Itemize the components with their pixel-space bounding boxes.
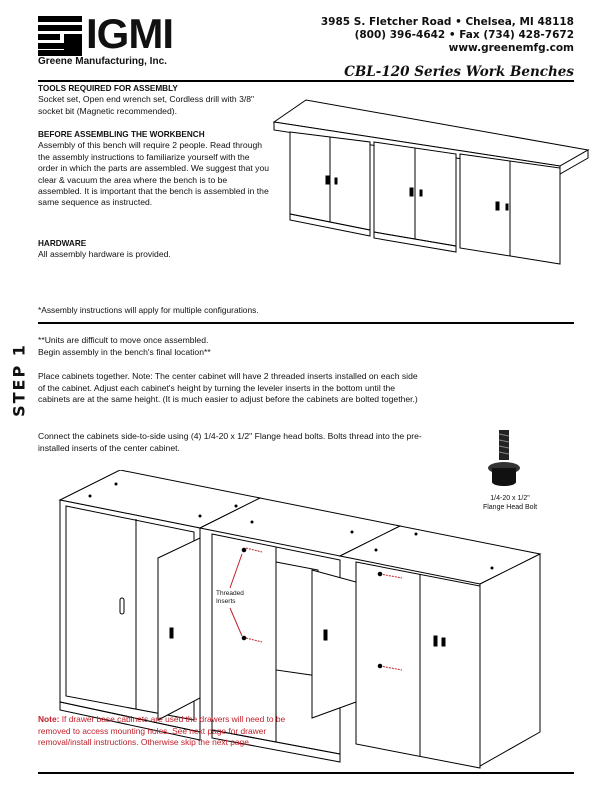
- contact-block: [321, 16, 574, 55]
- move-warning-line-2: Begin assembly in the bench's final location**: [38, 346, 211, 357]
- company-logo: [38, 10, 208, 68]
- workbench-illustration: [270, 96, 590, 266]
- threaded-label-line-1: Threaded: [216, 590, 244, 597]
- move-warning-line-1: **Units are difficult to move once assembled.: [38, 335, 209, 345]
- note-label: Note:: [38, 714, 60, 724]
- bolt-caption-name: Flange Head Bolt: [482, 504, 538, 511]
- tools-body: Socket set, Open end wrench set, Cordless drill with 3/8" socket bit (Magnetic recommended).: [38, 94, 255, 116]
- hardware-heading: HARDWARE: [38, 239, 87, 248]
- threaded-inserts-label: [216, 590, 244, 606]
- connect-cabinets-text: Connect the cabinets side-to-side using (4) 1/4-20 x 1/2" Flange head bolts. Bolts thread into the pre-installed inserts of the center cabinet.: [38, 431, 422, 453]
- document-title: CBL-120 Series Work Benches: [344, 64, 574, 80]
- section-rule: [38, 322, 574, 324]
- hardware-body: All assembly hardware is provided.: [38, 249, 171, 260]
- logo-g-mark-icon: [38, 16, 82, 56]
- configurations-note: *Assembly instructions will apply for multiple configurations.: [38, 305, 259, 315]
- tools-section: [38, 83, 270, 117]
- tools-heading: TOOLS REQUIRED FOR ASSEMBLY: [38, 84, 178, 93]
- move-warning: [38, 335, 424, 358]
- company-name: Greene Manufacturing, Inc.: [38, 56, 167, 67]
- step-1-label: STEP 1: [9, 343, 29, 417]
- before-heading: BEFORE ASSEMBLING THE WORKBENCH: [38, 130, 205, 139]
- note-text: If drawer base cabinets are used the drawers will need to be removed to access mounting holes. See next page for drawer removal/install instructions. Otherwise skip the next page.: [38, 714, 286, 748]
- place-cabinets-text: Place cabinets together. Note: The center cabinet will have 2 threaded inserts installed on each side of the cabinet. Adjust each cabinet's height by turning the leveler inserts in the bottom until the cabinets are at the same height. (It is much easier to adjust before the cabinets are bolted together.): [38, 371, 418, 405]
- hardware-section: [38, 238, 270, 261]
- website: www.greenemfg.com: [448, 42, 574, 54]
- before-body: Assembly of this bench will require 2 people. Read through the assembly instructions to familiarize yourself with the order in which the parts are assembled. We suggest that you clear & vacuum the area where the bench is to be assembled. It is important that the bench is assembled in the same sequence as instructed.: [38, 140, 270, 208]
- step-label: [6, 340, 32, 420]
- phone-fax: (800) 396-4642 • Fax (734) 428-7672: [354, 29, 574, 41]
- footer-rule: [38, 772, 574, 774]
- drawer-note: [38, 714, 288, 749]
- header-rule: [38, 80, 574, 82]
- threaded-label-line-2: Inserts: [216, 598, 236, 605]
- before-section: [38, 129, 270, 209]
- address: 3985 S. Fletcher Road • Chelsea, MI 48118: [320, 16, 574, 28]
- logo-text: IGMI: [86, 10, 173, 57]
- bolt-caption-size: 1/4-20 x 1/2": [490, 495, 530, 502]
